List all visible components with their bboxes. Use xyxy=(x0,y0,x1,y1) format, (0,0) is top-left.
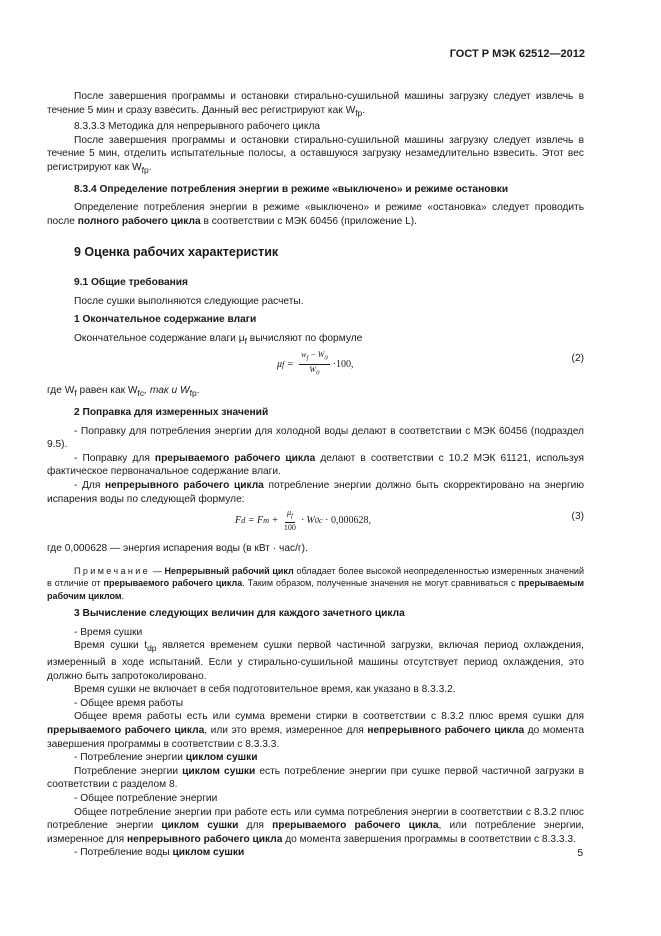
text: для xyxy=(238,820,273,832)
symbol: = F xyxy=(245,514,264,526)
term: прерываемым рабочим циклом xyxy=(47,578,584,601)
page-number: 5 xyxy=(577,848,583,859)
subscript: dp xyxy=(147,643,157,654)
text: Окончательное содержание влаги μ xyxy=(74,332,245,344)
subscript: f xyxy=(74,388,77,399)
text: Время сушки t xyxy=(74,640,148,652)
text: равен как W xyxy=(76,385,138,397)
text: . xyxy=(196,385,200,397)
paragraph xyxy=(47,201,584,228)
subscript: 0c xyxy=(314,515,323,525)
text: Определение потребления энергии в режиме «выключено» и режиме «остановка» следует проводить после xyxy=(47,202,584,227)
term: полного рабочего цикла xyxy=(77,215,201,227)
item-heading: 1 Окончательное содержание влаги xyxy=(74,314,257,326)
note xyxy=(47,565,584,603)
symbol: μ xyxy=(277,358,283,370)
symbol: w xyxy=(301,350,307,360)
item-heading: 3 Вычисление следующих величин для каждого зачетного цикла xyxy=(74,608,405,620)
term: циклом сушки xyxy=(161,820,239,832)
denominator: 100 xyxy=(283,522,296,532)
formula-3 xyxy=(47,506,584,542)
term: циклом сушки xyxy=(185,752,258,764)
subscript: fc xyxy=(137,388,145,399)
term: непрерывного рабочего цикла xyxy=(104,480,264,491)
symbol: W xyxy=(309,365,317,374)
text: где W xyxy=(47,385,75,397)
section-heading: 9 Оценка рабочих характеристик xyxy=(74,245,279,260)
term: Непрерывный рабочий цикл xyxy=(164,565,294,576)
paragraph xyxy=(47,332,584,349)
paragraph xyxy=(47,765,584,792)
formula-2 xyxy=(47,348,584,384)
text: После завершения программы и остановки стирально-сушильной машины загрузку следует извлечь в течение 5 мин и сразу взвесить. Данный вес регистрируют как W xyxy=(47,91,584,116)
text: является временем сушки первой частичной загрузки, включая период охлаждения, измеренный в ходе испытаний. Если у стирально-сушильной машины отсутствует период охлаждения, это должно быть запротоколировано. xyxy=(47,640,584,682)
symbol: = xyxy=(284,358,297,370)
subscript: 0 xyxy=(316,369,320,377)
term: прерываемого рабочего цикла xyxy=(154,452,316,464)
formula-expression xyxy=(235,508,371,533)
text: . Таким образом, полученные значения не могут сравниваться с xyxy=(242,578,519,589)
paragraph: После сушки выполняются следующие расчеты. xyxy=(74,295,304,307)
text: - Поправку для xyxy=(74,452,155,464)
term: прерываемого рабочего цикла xyxy=(272,820,439,832)
subsection-heading: 8.3.4 Определение потребления энергии в режиме «выключено» и режиме остановки xyxy=(74,183,509,195)
subscript: fp xyxy=(189,388,197,399)
text: вычисляют по формуле xyxy=(246,332,363,344)
symbol: F xyxy=(235,514,242,526)
symbol: μ xyxy=(286,508,291,518)
text: . xyxy=(121,590,125,601)
formula-expression xyxy=(277,350,354,378)
text: - Для xyxy=(74,480,105,491)
text: обладает более высокой неопределенностью измеренных значений в отличие от xyxy=(47,565,584,589)
symbol: · 0,000628, xyxy=(322,514,371,526)
paragraph xyxy=(47,452,584,479)
text: — xyxy=(150,565,165,576)
subscript: fp xyxy=(141,165,149,176)
list-item: - Общее потребление энергии xyxy=(74,793,218,805)
text: до момента завершения программы в соответствии с 8.3.3.3. xyxy=(47,725,584,750)
subscript: m xyxy=(263,515,270,525)
text: до момента завершения программы в соответствии с 8.3.3.3. xyxy=(282,833,576,845)
text: есть потребление энергии при сушке первой частичной загрузки в соответствии с разделом 8. xyxy=(47,765,584,791)
denominator xyxy=(309,365,319,379)
subscript: f xyxy=(244,335,247,346)
text: После завершения программы и остановки стирально-сушильной машины загрузку следует извлечь в течение 5 мин, отделить испытательные полосы, а оставшуюся загрузку незамедлительно взвесить. Этот вес регистрируют как W xyxy=(47,134,584,173)
subscript: d xyxy=(241,515,246,525)
term: прерываемого рабочего цикла xyxy=(47,725,205,737)
paragraph xyxy=(47,710,584,751)
item-heading: 2 Поправка для измеренных значений xyxy=(74,407,269,419)
list-item xyxy=(47,846,584,860)
page-content xyxy=(47,90,584,860)
symbol: + xyxy=(269,514,281,526)
subscript: fp xyxy=(355,107,363,118)
note-label: Примечание xyxy=(74,565,151,576)
numerator xyxy=(299,350,330,365)
fraction xyxy=(299,350,330,378)
symbol: ·100, xyxy=(332,358,354,370)
subsection-heading: 9.1 Общие требования xyxy=(74,277,188,288)
term: циклом сушки xyxy=(172,847,245,859)
fraction xyxy=(284,508,296,533)
text: делают в соответствии с 10.2 МЭК 61121, используя фактическое первоначальное содержание влаги. xyxy=(47,452,585,478)
paragraph xyxy=(47,384,584,401)
term: прерываемого рабочего цикла xyxy=(103,578,243,589)
term: непрерывного рабочего цикла xyxy=(367,725,525,737)
text: , так и W xyxy=(144,385,190,397)
paragraph: - Поправку для потребления энергии для холодной воды делают в соответствии с МЭК 60456 (подраздел 9.5). xyxy=(47,425,584,451)
numerator xyxy=(285,508,295,523)
formula-number: (3) xyxy=(571,511,584,523)
paragraph xyxy=(47,806,584,847)
text: Общее потребление энергии при работе есть или сумма потребления энергии в соответствии с 8.3.2 плюс потребление энергии xyxy=(47,806,584,832)
term: циклом сушки xyxy=(182,765,256,777)
subsection-heading: 8.3.3.3 Методика для непрерывного рабочего цикла xyxy=(74,121,321,133)
list-item: - Время сушки xyxy=(74,626,143,638)
subscript: f xyxy=(282,359,285,369)
text: - Потребление воды xyxy=(74,847,173,859)
text: , или это время, измеренное для xyxy=(204,725,368,737)
text: Потребление энергии xyxy=(74,765,183,777)
text: - Потребление энергии xyxy=(74,752,186,764)
paragraph: Время сушки не включает в себя подготовительное время, как указано в 8.3.3.2. xyxy=(74,684,456,696)
formula-number: (2) xyxy=(571,353,584,365)
symbol: − W xyxy=(308,350,325,360)
subscript: 0 xyxy=(324,355,328,362)
paragraph: После завершения программы и остановки стирально-сушильной машины загрузку следует извлечь в течение 5 мин и сразу взвесить. Данный вес регистрируют как $W_{fp}$. xyxy=(47,91,584,118)
text: в соответствии с МЭК 60456 (приложение L). xyxy=(200,215,417,227)
text: Общее время работы есть или сумма времени стирки в соответствии с 8.3.2 плюс время сушки для xyxy=(74,711,584,723)
list-item xyxy=(47,751,584,765)
paragraph xyxy=(47,639,584,683)
term: непрерывного рабочего цикла xyxy=(127,833,283,845)
list-item: - Общее время работы xyxy=(74,697,184,709)
symbol: · W xyxy=(298,514,315,526)
paragraph: где 0,000628 — энергия испарения воды (в кВт · час/г). xyxy=(47,543,308,555)
subscript: f xyxy=(306,355,309,362)
text: , или потребление энергии, измеренное для xyxy=(47,820,584,845)
paragraph: После завершения программы и остановки стирально-сушильной машины загрузку следует извлечь в течение 5 мин, отделить испытательные полосы, а оставшуюся загрузку незамедлительно взвесить. Этот вес регистрируют как $W_{fp}$. xyxy=(47,134,584,176)
text: потребление энергии должно быть скорректировано на энергию испарения воды по следующей формуле: xyxy=(47,480,584,505)
standard-header: ГОСТ Р МЭК 62512—2012 xyxy=(449,48,585,60)
paragraph xyxy=(47,479,584,506)
subscript: f xyxy=(290,512,293,520)
